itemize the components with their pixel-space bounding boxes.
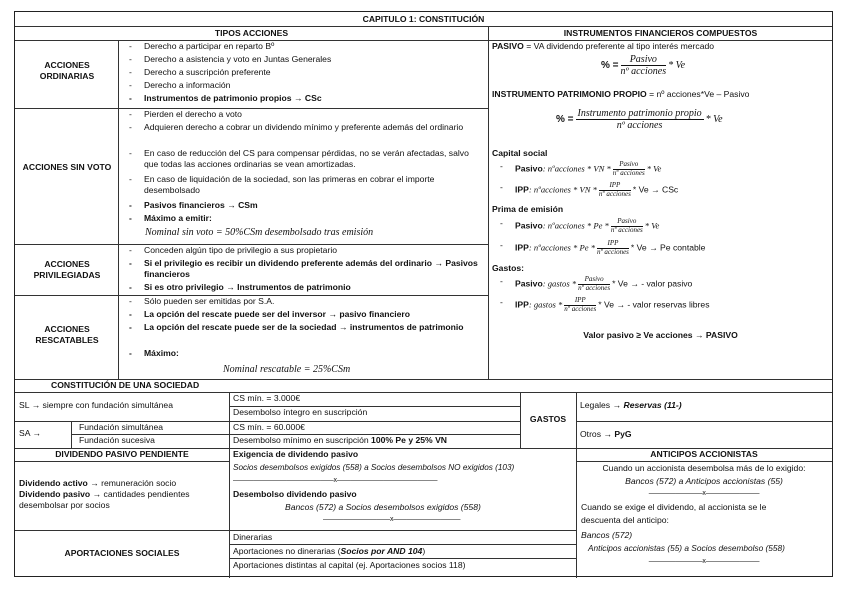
list-item: - Pasivos financieros → CSm xyxy=(118,200,458,211)
prima-emision-heading: Prima de emisión xyxy=(492,204,564,214)
list-item: - La opción del rescate puede ser del inversor → pasivo financiero xyxy=(118,309,458,320)
formula-sin-voto: Nominal sin voto = 50%CSm desembolsado tras emisión xyxy=(145,227,374,238)
gastos-ipp-row: - IPP: gastos * $\frac{\text{IPP}}{\text{nº acciones}}$ * Ve → - valor reservas libres xyxy=(489,297,829,313)
list-item: - Máximo a emitir: xyxy=(118,213,458,224)
pasivo-definition: PASIVO = VA dividendo preferente al tipo interés mercado xyxy=(492,41,715,51)
exigencia-heading: Exigencia de dividendo pasivo xyxy=(233,449,359,459)
desembolso-entry: Bancos (572) a Socios desembolsos exigidos (558) xyxy=(285,502,481,512)
acciones-ordinarias-label: ACCIONES ORDINARIAS xyxy=(39,60,95,82)
separator: ——————————x—————————— xyxy=(323,516,461,523)
sl-row: SL → siempre con fundación simultánea xyxy=(19,400,173,410)
capital-social-heading: Capital social xyxy=(492,148,548,158)
list-item: - Adquieren derecho a cobrar un dividendo mínimo y preferente además del ordinario xyxy=(118,122,478,133)
sl-cs-min: CS mín. = 3.000€ xyxy=(233,393,301,403)
list-item: - Máximo: xyxy=(118,348,458,359)
list-item: - Derecho a participar en reparto Bº xyxy=(118,41,458,52)
list-item: - Derecho a asistencia y voto en Juntas Generales xyxy=(118,54,458,65)
list-item: - En caso de reducción del CS para compensar pérdidas, no se verán afectadas, salvo que todas las acciones ordinarias se vean amortizadas. xyxy=(118,148,478,170)
tipos-acciones-header: TIPOS ACCIONES xyxy=(214,28,289,38)
page-title: CAPITULO 1: CONSTITUCIÓN xyxy=(362,14,485,24)
pe-ipp-row: - IPP: nºacciones * Pe * $\frac{\text{IPP}}{\text{nº acciones}}$ * Ve → Pe contable xyxy=(489,240,829,256)
sa-label: SA → xyxy=(19,428,41,438)
dividendo-text: Dividendo activo → remuneración socio Dividendo pasivo → cantidades pendientes desembolsar por socios xyxy=(19,478,190,511)
ipp-definition: INSTRUMENTO PATRIMONIO PROPIO = nº acciones*Ve – Pasivo xyxy=(492,89,750,99)
ipp-formula: % = $\frac{\text{Instrumento patrimonio propio}}{\text{nº acciones}}$ * Ve xyxy=(556,108,723,131)
aportaciones-distintas: Aportaciones distintas al capital (ej. Aportaciones socios 118) xyxy=(233,560,466,570)
desembolso-heading: Desembolso dividendo pasivo xyxy=(233,489,357,499)
list-item: - Instrumentos de patrimonio propios → CSc xyxy=(118,93,458,104)
document-page xyxy=(14,11,833,577)
aportaciones-no-dinerarias: Aportaciones no dinerarias (Socios por AND 104) xyxy=(233,546,426,556)
conclusion-pasivo: Valor pasivo ≥ Ve acciones → PASIVO xyxy=(583,330,738,340)
acciones-privilegiadas-label: ACCIONES PRIVILEGIADAS xyxy=(33,259,101,281)
acciones-sin-voto-label: ACCIONES SIN VOTO xyxy=(22,162,112,172)
anticipos-text: Cuando un accionista desembolsa más de lo exigido: xyxy=(602,463,806,473)
pasivo-formula: % = $\frac{\text{Pasivo}}{\text{nº acciones}}$ * Ve xyxy=(601,54,686,77)
exigencia-entry: Socios desembolsos exigidos (558) a Socios desembolsos NO exigidos (103) xyxy=(233,463,515,472)
separator: ————————x———————— xyxy=(648,490,760,497)
gastos-otros: Otros → PyG xyxy=(580,429,632,439)
cs-ipp-row: - IPP: nºacciones * VN * $\frac{\text{IPP}}{\text{nº acciones}}$ * Ve → CSc xyxy=(489,182,829,198)
sa-desembolso: Desembolso mínimo en suscripción 100% Pe y 25% VN xyxy=(233,435,448,445)
sa-sucesiva: Fundación sucesiva xyxy=(79,435,155,445)
aportaciones-label: APORTACIONES SOCIALES xyxy=(64,548,180,558)
gastos-pasivo-row: - Pasivo: gastos * $\frac{\text{Pasivo}}{\text{nº acciones}}$ * Ve → - valor pasivo xyxy=(489,276,829,292)
gastos-heading: Gastos: xyxy=(492,263,524,273)
list-item: - Conceden algún tipo de privilegio a sus propietario xyxy=(118,245,458,256)
anticipos-entry: Anticipos accionistas (55) a Socios desembolso (558) xyxy=(588,543,785,553)
sa-simultanea: Fundación simultánea xyxy=(79,422,164,432)
list-item: - Si es otro privilegio → Instrumentos de patrimonio xyxy=(118,282,458,293)
formula-rescatable: Nominal rescatable = 25%CSm xyxy=(223,364,351,375)
separator: ————————x———————— xyxy=(648,558,760,565)
list-item: - En caso de liquidación de la sociedad, son las primeras en cobrar el importe desembolsado xyxy=(118,174,478,196)
anticipos-entry: Bancos (572) xyxy=(581,530,633,540)
constitucion-header: CONSTITUCIÓN DE UNA SOCIEDAD xyxy=(51,380,200,390)
anticipos-header: ANTICIPOS ACCIONISTAS xyxy=(650,449,758,459)
gastos-label: GASTOS xyxy=(529,414,567,424)
list-item: - Pierden el derecho a voto xyxy=(118,109,458,120)
anticipos-entry: Bancos (572) a Anticipos accionistas (55) xyxy=(625,476,783,486)
list-item: - Derecho a información xyxy=(118,80,458,91)
list-item: - Sólo pueden ser emitidas por S.A. xyxy=(118,296,458,307)
gastos-legales: Legales → Reservas (11-) xyxy=(580,400,682,410)
cs-pasivo-row: - Pasivo: nºacciones * VN * $\frac{\text{Pasivo}}{\text{nº acciones}}$ * Ve xyxy=(489,161,829,177)
list-item: - Derecho a suscripción preferente xyxy=(118,67,458,78)
sa-cs-min: CS mín. = 60.000€ xyxy=(233,422,305,432)
list-item: - Si el privilegio es recibir un dividendo preferente además del ordinario → Pasivos financieros xyxy=(118,258,478,280)
anticipos-text: Cuando se exige el dividendo, al accionista se le xyxy=(581,502,767,512)
sl-desembolso: Desembolso íntegro en suscripción xyxy=(233,407,368,417)
pe-pasivo-row: - Pasivo: nºacciones * Pe * $\frac{\text{Pasivo}}{\text{nº acciones}}$ * Ve xyxy=(489,218,829,234)
anticipos-text: descuenta del anticipo: xyxy=(581,515,669,525)
dividendo-header: DIVIDENDO PASIVO PENDIENTE xyxy=(55,449,189,459)
list-item: - La opción del rescate puede ser de la sociedad → instrumentos de patrimonio xyxy=(118,322,478,333)
separator: ———————————————x——————————————— xyxy=(233,477,438,484)
acciones-rescatables-label: ACCIONES RESCATABLES xyxy=(35,324,99,346)
instrumentos-header: INSTRUMENTOS FINANCIEROS COMPUESTOS xyxy=(563,28,758,38)
aportaciones-dinerarias: Dinerarias xyxy=(233,532,273,542)
